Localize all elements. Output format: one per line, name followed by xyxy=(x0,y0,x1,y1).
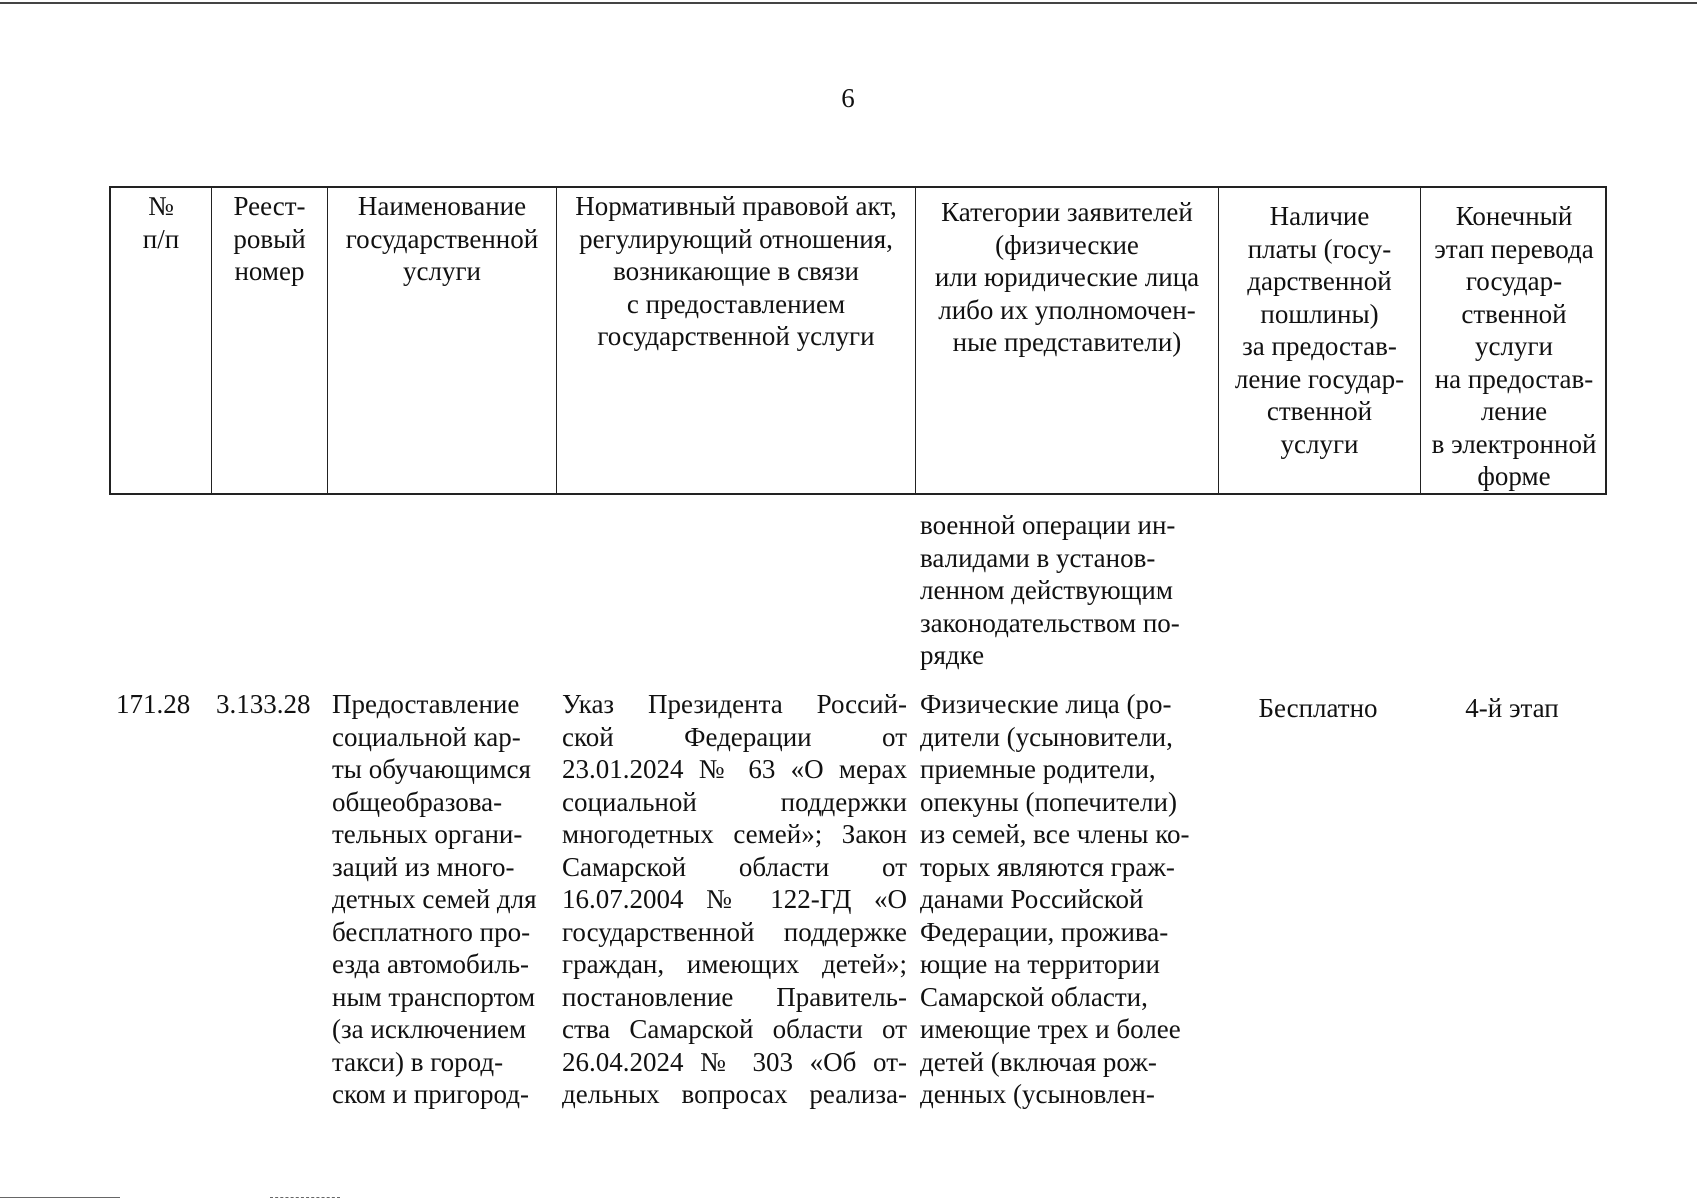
legal-act-line: граждан, имеющих детей»; xyxy=(562,949,907,979)
legal-act-line: 16.07.2004 № 122-ГД «О xyxy=(562,884,907,914)
top-border-line xyxy=(0,2,1697,4)
legal-act-line: 23.01.2024 № 63 «О мерах xyxy=(562,754,907,784)
bottom-scan-line xyxy=(270,1197,340,1198)
legal-act-line: социальной поддержки xyxy=(562,786,907,817)
header-number: № п/п xyxy=(111,188,212,493)
legal-act-line: постановление Правитель- xyxy=(562,981,907,1012)
page-number: 6 xyxy=(841,83,855,113)
row-service-name: Предоставление социальной кар- ты обучающимся общеобразова- тельных органи- заций из много- детных семей для бесплатного про- езда автомобиль- ным транспортом (за исключением такси) в город- ском и пригород- xyxy=(332,689,537,1109)
legal-act-line: ской Федерации от xyxy=(562,721,907,752)
header-registry: Реест- ровый номер xyxy=(212,188,328,493)
continuation-categories: военной операции ин- валидами в установ- ленном действующим законодательством по- рядке xyxy=(920,510,1180,670)
legal-act-line: многодетных семей»; Закон xyxy=(562,819,907,849)
row-electronic-stage: 4-й этап xyxy=(1465,693,1559,723)
legal-act-line: Самарской области от xyxy=(562,851,907,882)
row-fee: Бесплатно xyxy=(1258,693,1378,723)
legal-act-line: дельных вопросах реализа- xyxy=(562,1079,907,1109)
row-registry: 3.133.28 xyxy=(216,689,311,719)
legal-act-line: 26.04.2024 № 303 «Об от- xyxy=(562,1046,907,1077)
bottom-scan-line xyxy=(0,1197,120,1198)
legal-act-line: ства Самарской области от xyxy=(562,1014,907,1044)
header-service-name: Наименование государственной услуги xyxy=(328,188,557,493)
row-applicant-categories: Физические лица (ро- дители (усыновители, приемные родители, опекуны (попечители) из семей, все члены ко- торых являются граж- данами Российской Федерации, прожива- ющие на территории Самарской области, имеющие трех и более детей (включая рож- денных (усыновлен- xyxy=(920,689,1190,1109)
header-electronic-stage: Конечный этап перевода государ- ственной услуги на предостав- ление в электронной форме xyxy=(1431,201,1597,491)
header-legal-act: Нормативный правовой акт, регулирующий отношения, возникающие в связи с предоставлением государственной услуги xyxy=(557,188,916,493)
table-header xyxy=(109,186,1607,495)
row-number: 171.28 xyxy=(116,689,191,719)
row-legal-act xyxy=(562,688,907,1111)
header-applicant-categories: Категории заявителей (физические или юридические лица либо их уполномочен- ные представители) xyxy=(916,188,1219,493)
legal-act-line: государственной поддержке xyxy=(562,916,907,947)
legal-act-line: Указ Президента Россий- xyxy=(562,689,907,719)
header-fee: Наличие платы (госу- дарственной пошлины) за предостав- ление государ- ственной услуги xyxy=(1219,188,1421,493)
